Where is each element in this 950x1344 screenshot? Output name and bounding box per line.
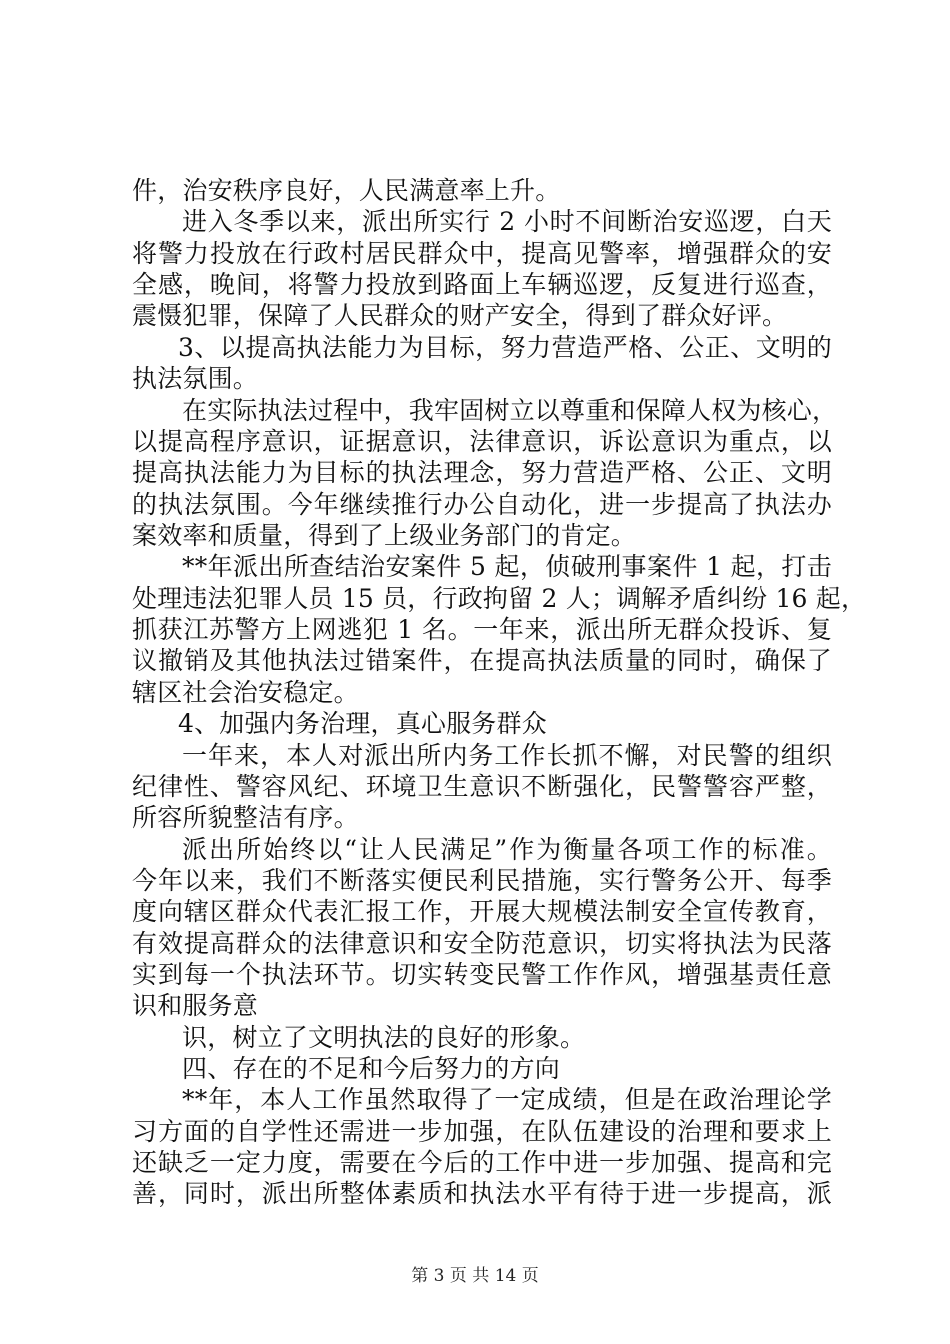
section-heading-4-deficiencies: 四、存在的不足和今后努力的方向: [182, 1054, 561, 1083]
body-text-line: 辖区社会治安稳定。: [132, 678, 359, 707]
body-text-line: 有效提高群众的法律意识和安全防范意识，切实将执法为民落: [132, 929, 832, 958]
body-text-line: 所容所貌整洁有序。: [132, 803, 359, 832]
body-text-line: 将警力投放在行政村居民群众中，提高见警率，增强群众的安: [132, 239, 832, 268]
body-text-line: 一年来，本人对派出所内务工作长抓不懈，对民警的组织: [182, 741, 832, 770]
body-text-line: 提高执法能力为目标的执法理念，努力营造严格、公正、文明: [132, 458, 832, 487]
body-text-line: **年，本人工作虽然取得了一定成绩，但是在政治理论学: [182, 1085, 832, 1114]
body-text-line: 识，树立了文明执法的良好的形象。: [182, 1023, 586, 1052]
body-text-line: 全感，晚间，将警力投放到路面上车辆巡逻，反复进行巡查，: [132, 270, 832, 299]
body-text-line: 派出所始终以“让人民满足”作为衡量各项工作的标准。: [182, 835, 832, 864]
section-heading-3-cont: 执法氛围。: [132, 364, 259, 393]
body-text-line: **年派出所查结治安案件 5 起，侦破刑事案件 1 起，打击: [182, 552, 832, 581]
body-text-line: 纪律性、警容风纪、环境卫生意识不断强化，民警警容严整，: [132, 772, 832, 801]
body-text-line: 震慑犯罪，保障了人民群众的财产安全，得到了群众好评。: [132, 301, 788, 330]
page-number-footer: 第 3 页 共 14 页: [411, 1266, 539, 1286]
body-text-line: 抓获江苏警方上网逃犯 1 名。一年来，派出所无群众投诉、复: [132, 615, 832, 644]
body-text-line: 今年以来，我们不断落实便民利民措施，实行警务公开、每季: [132, 866, 832, 895]
body-text-line: 处理违法犯罪人员 15 员，行政拘留 2 人；调解矛盾纠纷 16 起，: [132, 584, 867, 613]
body-text-line: 善，同时，派出所整体素质和执法水平有待于进一步提高，派: [132, 1179, 832, 1208]
body-text-line: 件，治安秩序良好，人民满意率上升。: [132, 176, 561, 205]
body-text-line: 度向辖区群众代表汇报工作，开展大规模法制安全宣传教育，: [132, 897, 832, 926]
body-text-line: 还缺乏一定力度，需要在今后的工作中进一步加强、提高和完: [132, 1148, 832, 1177]
body-text-line: 实到每一个执法环节。切实转变民警工作作风，增强基责任意: [132, 960, 832, 989]
body-text-line: 案效率和质量，得到了上级业务部门的肯定。: [132, 521, 637, 550]
body-text-line: 识和服务意: [132, 991, 259, 1020]
body-text-line: 议撤销及其他执法过错案件，在提高执法质量的同时，确保了: [132, 646, 832, 675]
body-text-line: 的执法氛围。今年继续推行办公自动化，进一步提高了执法办: [132, 490, 832, 519]
section-heading-4: 4、加强内务治理，真心服务群众: [178, 709, 547, 738]
body-text-line: 习方面的自学性还需进一步加强，在队伍建设的治理和要求上: [132, 1117, 832, 1146]
body-text-line: 在实际执法过程中，我牢固树立以尊重和保障人权为核心，: [182, 396, 838, 425]
section-heading-3: 3、以提高执法能力为目标，努力营造严格、公正、文明的: [178, 333, 832, 362]
body-text-line: 进入冬季以来，派出所实行 2 小时不间断治安巡逻，白天: [182, 207, 832, 236]
body-text-line: 以提高程序意识，证据意识，法律意识，诉讼意识为重点，以: [132, 427, 832, 456]
